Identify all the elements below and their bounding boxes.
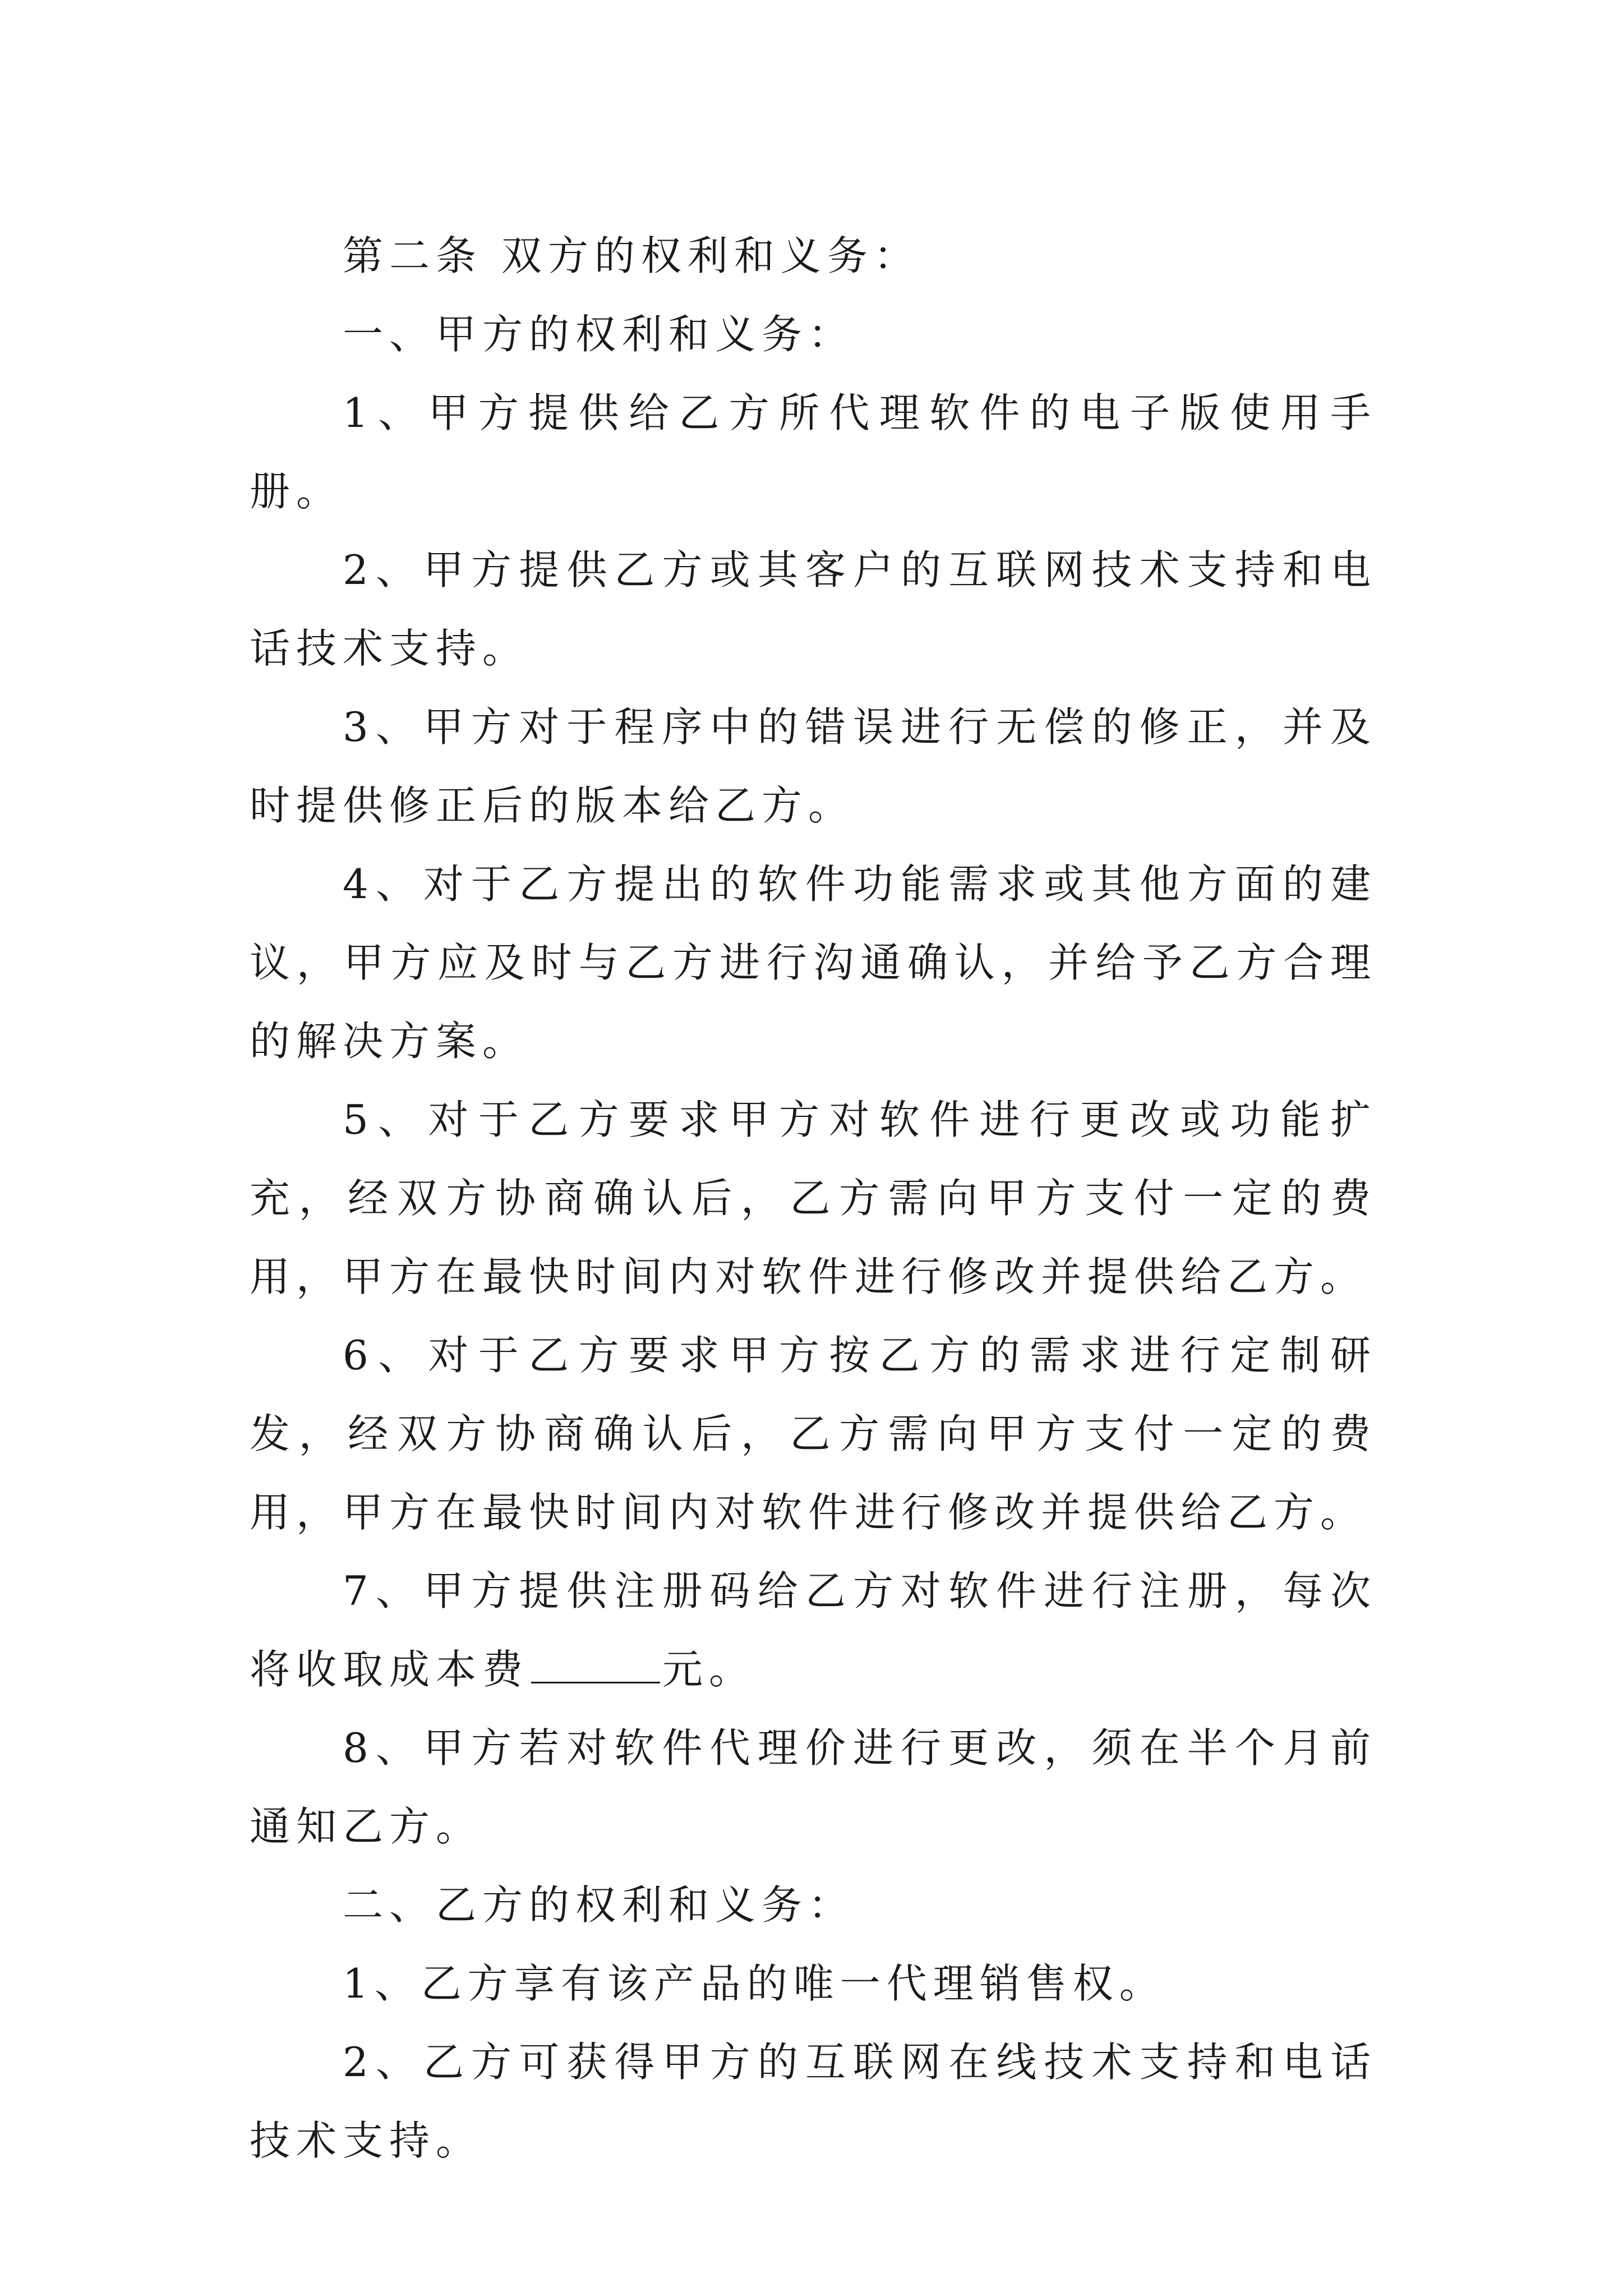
- clause-a7-text: 7、甲方提供注册码给乙方对软件进行注册，每次将收取成本费: [250, 1567, 1377, 1693]
- section-heading-party-b: 二、乙方的权利和义务：: [343, 1881, 855, 1929]
- article-heading: 第二条 双方的权利和义务：: [343, 232, 920, 279]
- clause-a7-unit: 元。: [662, 1646, 756, 1693]
- clause-a6: 6、对于乙方要求甲方按乙方的需求进行定制研发，经双方协商确认后，乙方需向甲方支付一定的费用，甲方在最快时间内对软件进行修改并提供给乙方。: [250, 1332, 1377, 1536]
- clause-b2: 2、乙方可获得甲方的互联网在线技术支持和电话技术支持。: [250, 2039, 1377, 2164]
- clause-a7: [250, 1552, 1377, 1709]
- clause-a5: 5、对于乙方要求甲方对软件进行更改或功能扩充，经双方协商确认后，乙方需向甲方支付一定的费用，甲方在最快时间内对软件进行修改并提供给乙方。: [250, 1096, 1377, 1300]
- clause-a4: 4、对于乙方提出的软件功能需求或其他方面的建议，甲方应及时与乙方进行沟通确认，并给予乙方合理的解决方案。: [250, 861, 1377, 1065]
- fee-blank-line: [531, 1647, 660, 1683]
- document-body: [250, 217, 1377, 2180]
- clause-a8: 8、甲方若对软件代理价进行更改，须在半个月前通知乙方。: [250, 1724, 1377, 1850]
- clause-a1: 1、甲方提供给乙方所代理软件的电子版使用手册。: [250, 389, 1377, 515]
- clause-a2: 2、甲方提供乙方或其客户的互联网技术支持和电话技术支持。: [250, 546, 1377, 672]
- clause-b1: 1、乙方享有该产品的唯一代理销售权。: [343, 1960, 1166, 2007]
- section-heading-party-a: 一、甲方的权利和义务：: [343, 311, 855, 358]
- clause-a3: 3、甲方对于程序中的错误进行无偿的修正，并及时提供修正后的版本给乙方。: [250, 703, 1377, 829]
